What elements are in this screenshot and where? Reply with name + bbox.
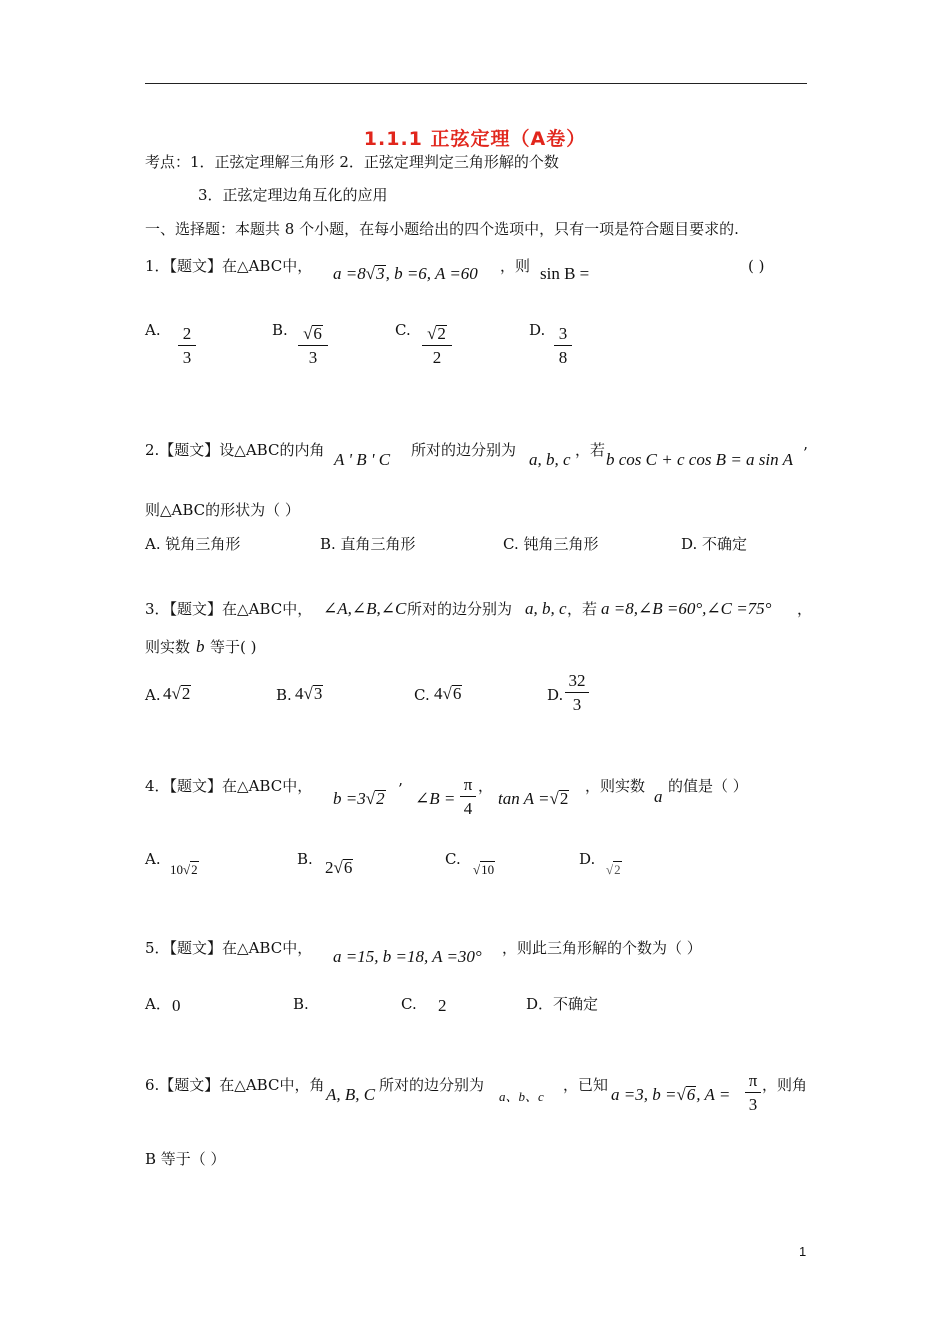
q1-stem: 1．【题文】在△ABC中， [145,257,313,275]
q6-stem: 6.【题文】在△ABC中，角 [145,1076,325,1094]
q2-option-b: B. 直角三角形 [320,535,416,553]
q6-angles: A, B, C [326,1085,376,1104]
q3-if: ，若 [567,600,598,618]
q2-if: ，若 [575,441,606,459]
q6-pi-fraction: $\frac{\pi}{3}$ [745,1071,761,1115]
q5-option-a-label: A． [145,995,171,1013]
q5-condition: a =15, b =18, A =30° [333,947,482,966]
q4-tail: 的值是（ ） [668,777,748,795]
q3-option-d-fraction: $\frac{32}{3}$ [565,671,589,715]
page-number: 1 [799,1244,807,1259]
q2-angles: A ' B ' C [334,450,391,469]
q4-sep1: ’ [398,780,403,798]
q2-sides: a, b, c [529,450,571,469]
q2-mid: 所对的边分别为 [411,441,517,459]
q3-angles: ∠A,∠B,∠C [323,599,407,618]
q2-option-c: C. 钝角三角形 [503,535,599,553]
q5-tail: ，则此三角形解的个数为（ ） [502,939,702,957]
q4-variable: a [654,787,663,806]
q6-condition: a =3, b =√6, A = [611,1085,731,1104]
q1-condition: a =8√3, b =6, A =60 [333,264,478,283]
q4-option-d-value: √2 [606,862,621,877]
q1-option-b-label: B. [272,321,288,339]
q6-mid: 所对的边分别为 [379,1076,485,1094]
q6-line2: B 等于（ ） [145,1150,226,1168]
q4-stem: 4．【题文】在△ABC中， [145,777,313,795]
q6-tail: ，则角 [762,1076,808,1094]
q1-then: ，则 [500,257,531,275]
q3-line2: 则实数 [145,638,191,656]
q5-option-b-label: B. [293,995,309,1013]
q5-stem: 5．【题文】在△ABC中， [145,939,313,957]
q2-equation: b cos C + c cos B = a sin A [606,450,793,469]
q1-target: sin B = [540,264,590,283]
q2-tail: ’ [803,444,808,462]
q5-option-d-value: 不确定 [553,995,599,1013]
q3-condition: a =8,∠B =60°,∠C =75° [601,599,772,618]
kaodian-line-1: 考点：1．正弦定理解三角形 2．正弦定理判定三角形解的个数 [145,153,559,171]
section-heading: 一、选择题：本题共 8 个小题，在每小题给出的四个选项中，只有一项是符合题目要求的. [145,220,739,238]
q4-option-a-value: 10√2 [170,862,198,877]
q2-option-d: D. 不确定 [681,535,748,553]
q4-option-d-label: D. [579,850,596,868]
q3-tail: ， [797,600,813,618]
q4-option-c-value: √10 [473,862,495,877]
q4-angle: ∠B = [415,789,456,808]
q3-option-a-label: A. [145,686,161,704]
q4-sep2: ， [478,777,494,795]
q6-sides: a、b、c [499,1089,544,1104]
q4-option-b-value: 2√6 [325,858,353,877]
q4-option-b-label: B. [297,850,313,868]
q1-answer-paren: ( ) [748,257,765,275]
q3-option-a-value: 4√2 [163,684,191,703]
q1-option-a-fraction: $\frac{2}{3}$ [178,324,196,368]
q1-option-d-label: D. [529,321,546,339]
q4-pi-fraction: $\frac{\pi}{4}$ [460,775,476,819]
q5-option-c-value: 2 [438,996,447,1015]
header-rule [145,83,807,84]
q4-option-c-label: C. [445,850,461,868]
q1-option-c-label: C. [395,321,411,339]
q2-option-a: A. 锐角三角形 [145,535,241,553]
q4-option-a-label: A. [145,850,161,868]
q1-option-b-fraction: $\frac{√6}{3}$ [298,324,328,368]
q3-variable: b [196,637,205,656]
q5-option-c-label: C. [401,995,417,1013]
q4-tan: tan A =√2 [498,789,569,808]
q3-stem: 3．【题文】在△ABC中， [145,600,313,618]
q5-option-d-label: D． [526,995,554,1013]
q3-sides: a, b, c [525,599,567,618]
q4-condition-b: b =3√2 [333,789,385,808]
kaodian-line-2: 3．正弦定理边角互化的应用 [198,186,388,204]
q5-option-a-value: 0 [172,996,181,1015]
page-title: 1.1.1 正弦定理（A卷） [363,128,587,150]
q1-option-d-fraction: $\frac{3}{8}$ [554,324,572,368]
q6-known: ，已知 [563,1076,609,1094]
q3-option-c-label: C. [414,686,430,704]
q3-line2b: 等于( ) [210,638,257,656]
q2-line2: 则△ABC的形状为（ ） [145,501,300,519]
q1-option-c-fraction: $\frac{√2}{2}$ [422,324,452,368]
q1-option-a-label: A. [145,321,161,339]
q3-mid: 所对的边分别为 [407,600,513,618]
q4-then: ，则实数 [585,777,646,795]
q2-stem: 2.【题文】设△ABC的内角 [145,441,325,459]
q3-option-b-value: 4√3 [295,684,323,703]
q3-option-b-label: B. [276,686,292,704]
q3-option-d-label: D. [547,686,564,704]
q3-option-c-value: 4√6 [434,684,462,703]
